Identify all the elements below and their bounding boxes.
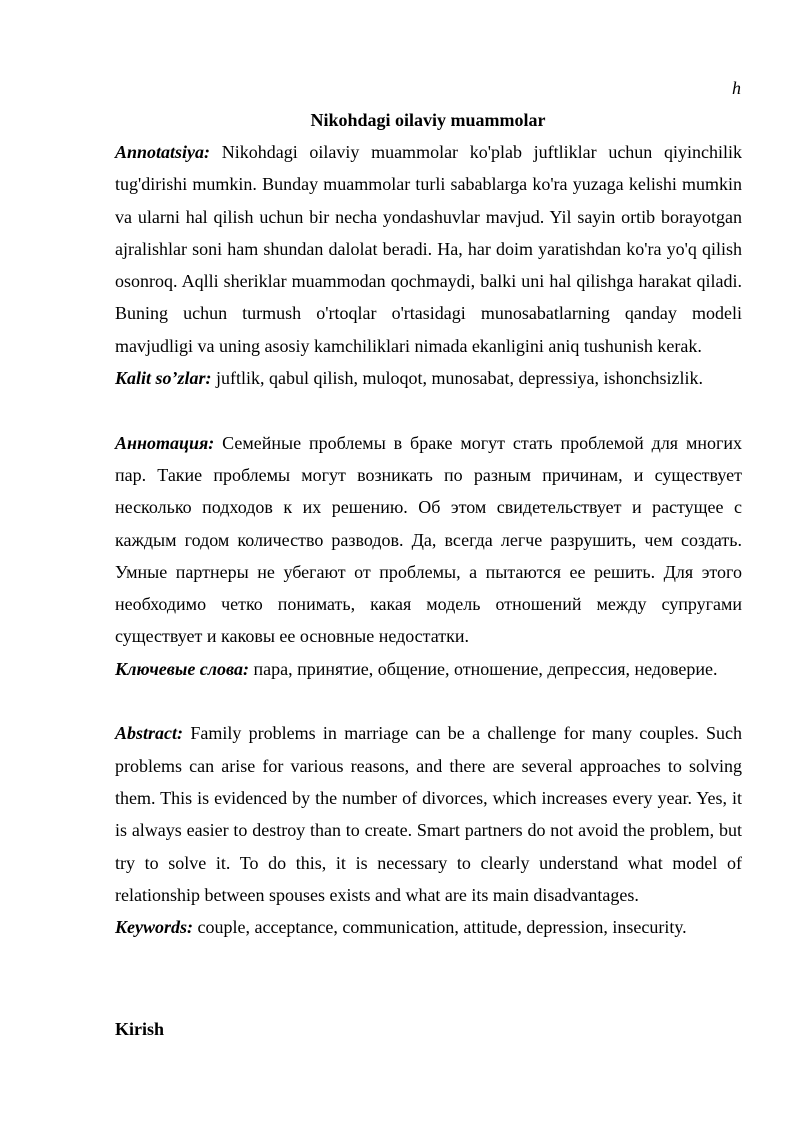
- paper-body: [115, 136, 742, 943]
- section-heading-introduction: Kirish: [115, 1019, 165, 1039]
- paragraph-spacer: [115, 394, 742, 426]
- abstract-uz: [115, 136, 742, 362]
- abstract-uz-label: Annotatsiya:: [115, 142, 211, 162]
- keywords-ru: [115, 653, 742, 685]
- keywords-ru-text: пара, принятие, общение, отношение, депрессия, недоверие.: [253, 658, 718, 679]
- page-header-mark: h: [732, 78, 741, 98]
- keywords-uz: [115, 362, 742, 394]
- paper-title: Nikohdagi oilaviy muammolar: [310, 110, 546, 130]
- abstract-en-label: Abstract:: [115, 723, 184, 744]
- keywords-ru-label: Ключевые слова:: [115, 658, 249, 679]
- keywords-en-label: Keywords:: [115, 917, 193, 938]
- abstract-en-text: Family problems in marriage can be a challenge for many couples. Such problems can arise for various reasons, and there are several approaches to solving them. This is evidenced by the number of divorces, which increases every year. Yes, it is always easier to destroy than to create. Smart partners do not avoid the problem, but try to solve it. To do this, it is necessary to clearly understand what model of relationship between spouses exists and what are its main disadvantages.: [115, 723, 742, 905]
- keywords-en-text: couple, acceptance, communication, attitude, depression, insecurity.: [197, 917, 687, 938]
- paragraph-spacer: [115, 685, 742, 717]
- keywords-en: [115, 911, 742, 943]
- abstract-en: [115, 717, 742, 911]
- abstract-ru-text: Семейные проблемы в браке могут стать проблемой для многих пар. Такие проблемы могут возникать по разным причинам, и существует несколько подходов к их решению. Об этом свидетельствует и растущее с каждым годом количество разводов. Да, всегда легче разрушить, чем создать. Умные партнеры не убегают от проблемы, а пытаются ее решить. Для этого необходимо четко понимать, какая модель отношений между супругами существует и каковы ее основные недостатки.: [115, 432, 742, 647]
- abstract-uz-text: Nikohdagi oilaviy muammolar ko'plab juftliklar uchun qiyinchilik tug'dirishi mumkin. Bunday muammolar turli sabablarga ko'ra yuzaga kelishi mumkin va ularni hal qilish uchun bir necha yondashuvlar mavjud. Yil sayin ortib borayotgan ajralishlar soni ham shundan dalolat beradi. Ha, har doim yaratishdan ko'ra yo'q qilish osonroq. Aqlli sheriklar muammodan qochmaydi, balki uni hal qilishga harakat qiladi. Buning uchun turmush o'rtoqlar o'rtasidagi munosabatlarning qanday modeli mavjudligi va uning asosiy kamchiliklari nimada ekanligini aniq tushunish kerak.: [115, 142, 742, 356]
- abstract-ru: [115, 427, 742, 653]
- keywords-uz-text: juftlik, qabul qilish, muloqot, munosabat, depressiya, ishonchsizlik.: [216, 368, 703, 389]
- abstract-ru-label: Аннотация:: [115, 432, 215, 453]
- keywords-uz-label: Kalit so’zlar:: [115, 368, 212, 389]
